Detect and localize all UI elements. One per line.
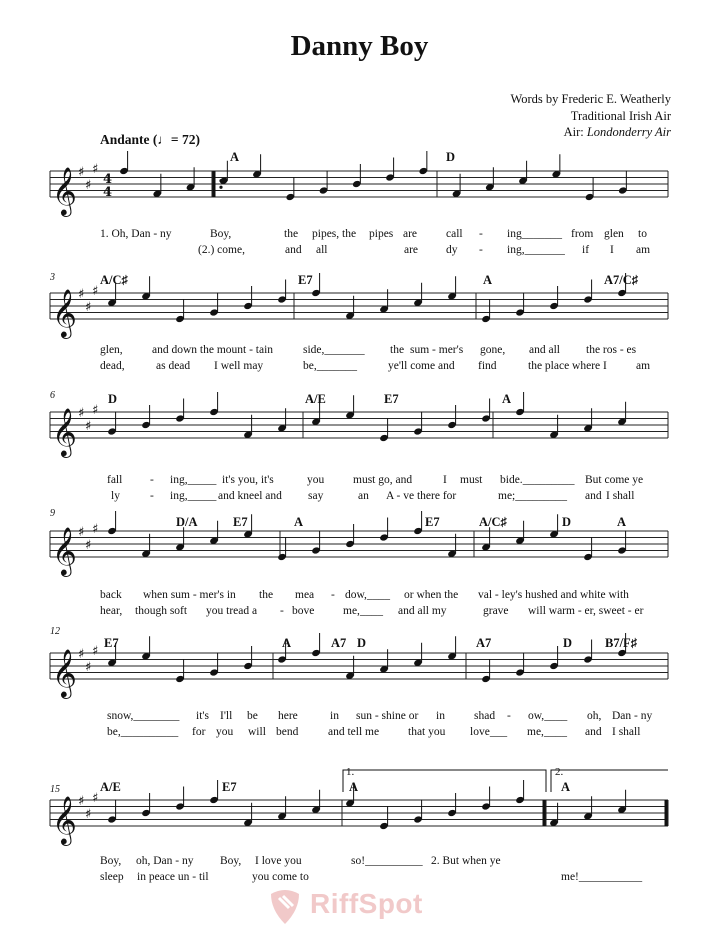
- measure-number: 9: [50, 508, 55, 519]
- lyric-syllable: I love you: [255, 855, 302, 867]
- sharp-icon: ♯: [92, 402, 99, 418]
- lyric-syllable: But come ye: [585, 474, 644, 486]
- chord-symbol: B7/F♯: [605, 636, 637, 650]
- lyric-syllable: an: [358, 490, 369, 502]
- lyric-syllable: pipes: [369, 228, 394, 240]
- chord-symbol: A: [617, 515, 627, 529]
- lyric-syllable: the: [390, 344, 405, 356]
- chord-symbol: D: [562, 515, 572, 529]
- lyric-syllable: Dan - ny: [612, 710, 653, 722]
- lyric-syllable: ye'll come and: [388, 360, 455, 372]
- lyric-syllable: I shall: [606, 490, 635, 502]
- lyric-syllable: I: [610, 244, 614, 256]
- lyric-syllable: 1. Oh, Dan - ny: [100, 228, 172, 240]
- lyric-syllable: ing_______: [507, 228, 562, 240]
- chord-symbol: E7: [384, 392, 399, 406]
- chord-symbol: D/A: [176, 515, 198, 529]
- lyric-syllable: 2. But when ye: [431, 855, 501, 867]
- lyric-syllable: you come to: [252, 871, 309, 883]
- lyric-syllable: bove: [292, 605, 315, 617]
- chord-symbol: E7: [298, 273, 313, 287]
- sharp-icon: ♯: [78, 406, 85, 421]
- lyric-syllable: if: [582, 244, 590, 256]
- first-ending-bracket: [343, 770, 546, 792]
- tempo-marking: Andante (♩= 72): [100, 132, 200, 147]
- lyric-syllable: love___: [470, 726, 508, 738]
- lyric-syllable: hear,: [100, 605, 123, 617]
- lyric-syllable: that you: [408, 726, 446, 738]
- lyric-syllable: ing,_____: [170, 474, 217, 486]
- lyric-syllable: dy: [446, 244, 458, 256]
- lyric-syllable: will warm - er, sweet - er: [528, 605, 644, 617]
- music-credit: Traditional Irish Air: [570, 109, 671, 123]
- chord-symbol: A/E: [100, 780, 121, 794]
- lyric-syllable: I shall: [612, 726, 641, 738]
- lyric-syllable: glen: [604, 228, 624, 240]
- lyric-syllable: dow,____: [345, 589, 390, 601]
- lyric-syllable: am: [636, 244, 651, 256]
- lyric-syllable: must: [460, 474, 483, 486]
- lyric-syllable: -: [150, 474, 154, 486]
- lyric-syllable: be,__________: [107, 726, 179, 738]
- lyric-syllable: all: [316, 244, 328, 256]
- lyric-syllable: and down the mount - tain: [152, 344, 274, 356]
- chord-symbol: E7: [233, 515, 248, 529]
- lyric-syllable: glen,: [100, 344, 123, 356]
- first-ending-label: 1.: [346, 766, 355, 778]
- measure-number: 3: [50, 272, 55, 283]
- lyric-syllable: -: [507, 710, 511, 722]
- lyric-syllable: in peace un - til: [137, 871, 209, 883]
- lyric-syllable: it's: [196, 710, 209, 722]
- treble-clef-icon: 𝄞: [52, 648, 77, 697]
- lyric-syllable: call: [446, 228, 463, 240]
- repeat-dot: [219, 186, 222, 189]
- lyric-syllable: -: [479, 244, 483, 256]
- lyric-syllable: or when the: [404, 589, 459, 601]
- lyric-syllable: and all: [529, 344, 560, 356]
- lyric-syllable: find: [478, 360, 497, 372]
- watermark-brand: RiffSpot: [310, 888, 423, 919]
- chord-symbol: A: [349, 780, 359, 794]
- lyric-syllable: you tread a: [206, 605, 258, 617]
- lyric-syllable: val - ley's hushed and white with: [478, 589, 629, 601]
- lyric-syllable: and: [285, 244, 302, 256]
- chord-symbol: A: [502, 392, 512, 406]
- lyric-syllable: me,____: [527, 726, 567, 738]
- treble-clef-icon: 𝄞: [52, 526, 77, 575]
- lyric-syllable: fall: [107, 474, 123, 486]
- sharp-icon: ♯: [85, 538, 92, 553]
- lyric-syllable: bend: [276, 726, 299, 738]
- lyric-syllable: be: [247, 710, 258, 722]
- sharp-icon: ♯: [78, 165, 85, 180]
- treble-clef-icon: 𝄞: [52, 795, 77, 844]
- sharp-icon: ♯: [92, 283, 99, 299]
- lyric-syllable: for: [192, 726, 206, 738]
- chord-symbol: A7/C♯: [604, 273, 639, 287]
- chord-symbol: A: [561, 780, 571, 794]
- sharp-icon: ♯: [92, 790, 99, 806]
- chord-symbol: A/C♯: [479, 515, 507, 529]
- chord-symbol: A: [282, 636, 292, 650]
- lyric-syllable: sun - shine or: [356, 710, 419, 722]
- lyric-syllable: snow,________: [107, 710, 180, 722]
- lyric-syllable: me!___________: [561, 871, 643, 883]
- song-title: Danny Boy: [290, 30, 429, 62]
- lyric-syllable: dead,: [100, 360, 125, 372]
- lyric-syllable: the ros - es: [586, 344, 637, 356]
- lyric-syllable: the place where I: [528, 360, 607, 372]
- lyric-syllable: mea: [295, 589, 315, 601]
- air-credit: Air: Londonderry Air: [563, 125, 671, 139]
- lyric-syllable: side,_______: [303, 344, 365, 356]
- chord-symbol: D: [563, 636, 573, 650]
- lyric-syllable: are: [404, 244, 419, 256]
- lyric-syllable: must go, and: [353, 474, 413, 486]
- lyric-syllable: so!__________: [351, 855, 423, 867]
- sharp-icon: ♯: [92, 521, 99, 537]
- sharp-icon: ♯: [78, 647, 85, 662]
- sharp-icon: ♯: [78, 287, 85, 302]
- lyric-syllable: back: [100, 589, 122, 601]
- lyric-syllable: ly: [111, 490, 120, 502]
- second-ending-label: 2.: [555, 766, 564, 778]
- chord-symbol: A: [230, 150, 240, 164]
- lyric-syllable: in: [436, 710, 445, 722]
- lyric-syllable: Boy,: [210, 228, 232, 240]
- chord-symbol: A/C♯: [100, 273, 128, 287]
- lyric-syllable: and: [585, 490, 602, 502]
- lyric-syllable: oh, Dan - ny: [136, 855, 194, 867]
- lyric-syllable: the: [259, 589, 274, 601]
- chord-symbol: E7: [222, 780, 237, 794]
- lyric-syllable: and tell me: [328, 726, 380, 738]
- chord-symbol: A: [483, 273, 493, 287]
- measure-number: 12: [50, 626, 60, 637]
- chord-symbol: A7: [476, 636, 492, 650]
- lyric-syllable: -: [331, 589, 335, 601]
- sharp-icon: ♯: [92, 161, 99, 177]
- lyric-syllable: ow,____: [528, 710, 568, 722]
- lyric-syllable: are: [403, 228, 418, 240]
- lyric-syllable: (2.) come,: [198, 244, 245, 256]
- lyric-syllable: Boy,: [100, 855, 122, 867]
- quarter-note-icon: (♩: [152, 132, 171, 147]
- lyric-syllable: me;_________: [498, 490, 567, 502]
- sharp-icon: ♯: [85, 300, 92, 315]
- lyric-syllable: -: [280, 605, 284, 617]
- sharp-icon: ♯: [85, 807, 92, 822]
- sharp-icon: ♯: [78, 525, 85, 540]
- riffspot-pick-icon: [265, 886, 305, 926]
- lyric-syllable: and all my: [398, 605, 447, 617]
- lyric-syllable: grave: [483, 605, 509, 617]
- chord-symbol: E7: [104, 636, 119, 650]
- lyric-syllable: in: [330, 710, 339, 722]
- lyric-syllable: say: [308, 490, 324, 502]
- measure-number: 15: [50, 784, 60, 795]
- lyric-syllable: and kneel and: [218, 490, 282, 502]
- lyric-syllable: pipes, the: [312, 228, 357, 240]
- lyric-syllable: from: [571, 228, 594, 240]
- lyric-syllable: I'll: [220, 710, 233, 722]
- time-signature-bottom: 4: [103, 185, 113, 200]
- chord-symbol: A7: [331, 636, 347, 650]
- chord-symbol: A: [294, 515, 304, 529]
- chord-symbol: A/E: [305, 392, 326, 406]
- chord-symbol: D: [108, 392, 118, 406]
- lyric-syllable: sum - mer's: [410, 344, 464, 356]
- measure-number: 6: [50, 390, 55, 401]
- lyric-syllable: to: [638, 228, 647, 240]
- lyric-syllable: you: [216, 726, 234, 738]
- lyric-syllable: though soft: [135, 605, 188, 617]
- lyric-syllable: will: [248, 726, 266, 738]
- lyric-syllable: the: [284, 228, 299, 240]
- lyric-syllable: -: [479, 228, 483, 240]
- lyric-syllable: -: [150, 490, 154, 502]
- time-signature-top: 4: [103, 172, 113, 187]
- lyric-syllable: oh,: [587, 710, 602, 722]
- words-credit: Words by Frederic E. Weatherly: [510, 92, 671, 106]
- lyric-syllable: bide._________: [500, 474, 575, 486]
- sharp-icon: ♯: [92, 643, 99, 659]
- treble-clef-icon: 𝄞: [52, 407, 77, 456]
- treble-clef-icon: 𝄞: [52, 166, 77, 215]
- lyric-syllable: as dead: [156, 360, 191, 372]
- lyric-syllable: sleep: [100, 871, 124, 883]
- lyric-syllable: I: [443, 474, 447, 486]
- lyric-syllable: you: [307, 474, 325, 486]
- lyric-syllable: it's you, it's: [222, 474, 274, 486]
- lyric-syllable: and: [585, 726, 602, 738]
- sharp-icon: ♯: [85, 178, 92, 193]
- lyric-syllable: when sum - mer's in: [143, 589, 236, 601]
- chord-symbol: D: [357, 636, 367, 650]
- lyric-syllable: am: [636, 360, 651, 372]
- lyric-syllable: shad: [474, 710, 496, 722]
- lyric-syllable: here: [278, 710, 298, 722]
- sharp-icon: ♯: [85, 660, 92, 675]
- lyric-syllable: ing,_____: [170, 490, 217, 502]
- lyric-syllable: be,_______: [303, 360, 357, 372]
- treble-clef-icon: 𝄞: [52, 288, 77, 337]
- sharp-icon: ♯: [85, 419, 92, 434]
- chord-symbol: E7: [425, 515, 440, 529]
- lyric-syllable: gone,: [480, 344, 506, 356]
- lyric-syllable: ing,_______: [507, 244, 565, 256]
- chord-symbol: D: [446, 150, 456, 164]
- lyric-syllable: me,____: [343, 605, 383, 617]
- riffspot-watermark: [265, 886, 465, 926]
- lyric-syllable: A - ve there for: [386, 490, 457, 502]
- lyric-syllable: Boy,: [220, 855, 242, 867]
- lyric-syllable: I well may: [214, 360, 264, 372]
- sharp-icon: ♯: [78, 794, 85, 809]
